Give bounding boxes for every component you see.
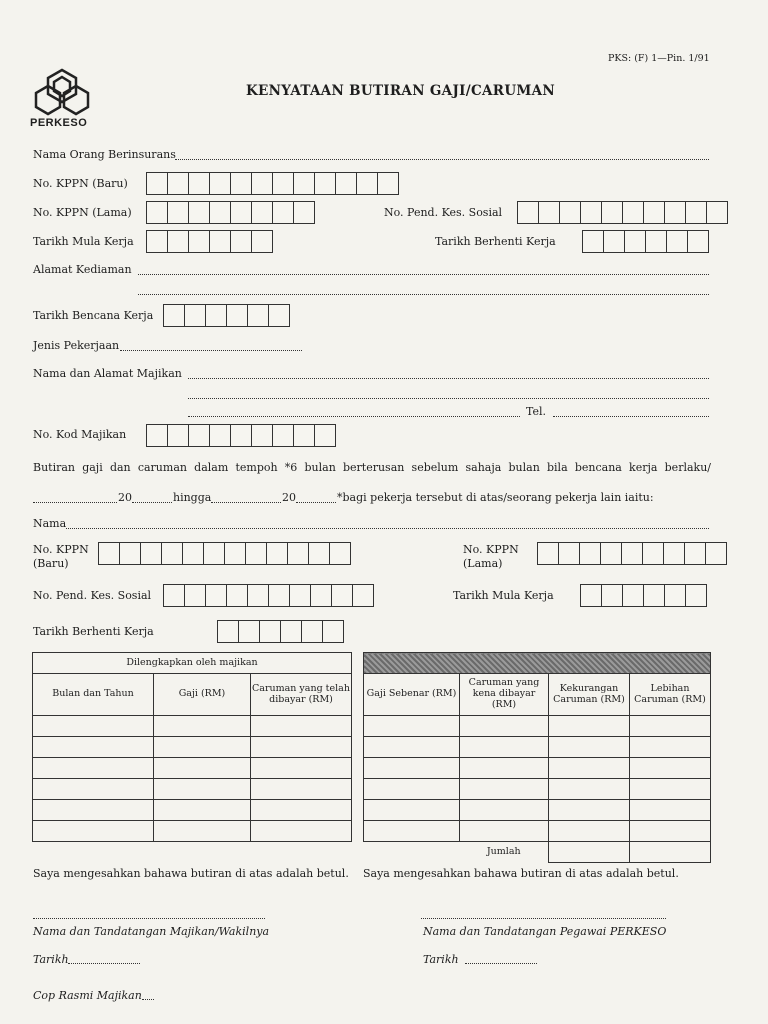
- col-gaji: Gaji (RM): [154, 674, 251, 716]
- table-row: [33, 779, 352, 800]
- majikan-line-1[interactable]: [188, 378, 709, 379]
- jumlah-kekurangan[interactable]: [549, 842, 630, 863]
- tarikh-bencana-label: Tarikh Bencana Kerja: [33, 309, 154, 322]
- cop-rasmi-field[interactable]: [142, 999, 154, 1000]
- other-nama-field[interactable]: [66, 528, 709, 529]
- other-pend-kes-label: No. Pend. Kes. Sosial: [33, 589, 152, 602]
- other-tarikh-berhenti-label: Tarikh Berhenti Kerja: [33, 625, 154, 638]
- other-kppn-baru-line1: No. KPPN: [33, 543, 89, 556]
- form-code: PKS: (F) 1—Pin. 1/91: [608, 53, 710, 64]
- col-kekurangan: Kekurangan Caruman (RM): [549, 674, 630, 716]
- jumlah-lebihan[interactable]: [630, 842, 711, 863]
- kppn-lama-boxes[interactable]: [146, 201, 315, 224]
- table-row: [364, 716, 711, 737]
- perkeso-table-shaded-header: [364, 653, 711, 674]
- tarikh-berhenti-boxes[interactable]: [582, 230, 709, 253]
- alamat-line-1[interactable]: [138, 274, 709, 275]
- col-caruman-kena-dibayar: Caruman yang kena dibayar (RM): [460, 674, 549, 716]
- tarikh-berhenti-label: Tarikh Berhenti Kerja: [435, 235, 556, 248]
- tarikh-right-label: Tarikh: [423, 953, 459, 966]
- period-start-month[interactable]: [33, 502, 117, 503]
- period-end-year[interactable]: [296, 502, 336, 503]
- col-bulan-tahun: Bulan dan Tahun: [33, 674, 154, 716]
- logo-text: PERKESO: [30, 117, 88, 129]
- other-tarikh-mula-boxes[interactable]: [580, 584, 707, 607]
- nama-majikan-label: Nama dan Alamat Majikan: [33, 367, 182, 380]
- declaration-right: Saya mengesahkan bahawa butiran di atas adalah betul.: [363, 867, 679, 880]
- table-row: [33, 800, 352, 821]
- jumlah-row: [364, 842, 711, 863]
- alamat-kediaman-label: Alamat Kediaman: [33, 263, 132, 276]
- col-caruman-dibayar: Caruman yang telah dibayar (RM): [251, 674, 352, 716]
- col-lebihan: Lebihan Caruman (RM): [630, 674, 711, 716]
- table-row: [364, 800, 711, 821]
- cop-rasmi-label: Cop Rasmi Majikan: [33, 989, 142, 1002]
- other-kppn-baru-line2: (Baru): [33, 557, 69, 570]
- period-year-1: 20: [118, 491, 132, 504]
- nama-orang-label: Nama Orang Berinsurans: [33, 148, 176, 161]
- jumlah-label: Jumlah: [460, 842, 549, 863]
- table-row: [364, 821, 711, 842]
- other-kppn-baru-label: [33, 543, 89, 571]
- employer-table: [32, 652, 352, 842]
- period-year-2: 20: [282, 491, 296, 504]
- other-kppn-lama-line2: (Lama): [463, 557, 503, 570]
- other-nama-label: Nama: [33, 517, 67, 530]
- table-row: [33, 716, 352, 737]
- table-row: [33, 821, 352, 842]
- kppn-baru-label: No. KPPN (Baru): [33, 177, 128, 190]
- kod-majikan-label: No. Kod Majikan: [33, 428, 127, 441]
- majikan-line-3[interactable]: [188, 416, 520, 417]
- period-note: *bagi pekerja tersebut di atas/seorang pekerja lain iaitu:: [337, 491, 654, 504]
- period-line-1: Butiran gaji dan caruman dalam tempoh *6 bulan berterusan sebelum sahaja bulan bila bencana kerja berlaku/: [33, 461, 711, 474]
- tel-label: Tel.: [526, 405, 547, 418]
- officer-sign-label: Nama dan Tandatangan Pegawai PERKESO: [423, 925, 667, 938]
- tarikh-mula-boxes[interactable]: [146, 230, 273, 253]
- jenis-pekerjaan-field[interactable]: [120, 350, 302, 351]
- majikan-line-2[interactable]: [188, 398, 709, 399]
- other-kppn-lama-line1: No. KPPN: [463, 543, 519, 556]
- perkeso-table: [363, 652, 711, 863]
- period-hingga: hingga: [173, 491, 212, 504]
- tarikh-bencana-boxes[interactable]: [163, 304, 290, 327]
- other-tarikh-mula-label: Tarikh Mula Kerja: [453, 589, 554, 602]
- kppn-lama-label: No. KPPN (Lama): [33, 206, 132, 219]
- table-row: [364, 779, 711, 800]
- table-row: [33, 737, 352, 758]
- table-row: [364, 737, 711, 758]
- perkeso-logo: [30, 68, 94, 120]
- tarikh-right-field[interactable]: [465, 963, 537, 964]
- jenis-pekerjaan-label: Jenis Pekerjaan: [33, 339, 120, 352]
- declaration-left: Saya mengesahkan bahawa butiran di atas adalah betul.: [33, 867, 349, 880]
- tarikh-mula-label: Tarikh Mula Kerja: [33, 235, 134, 248]
- other-kppn-lama-label: [463, 543, 519, 571]
- employer-table-caption: Dilengkapkan oleh majikan: [33, 653, 352, 674]
- other-kppn-lama-boxes[interactable]: [537, 542, 727, 565]
- other-kppn-baru-boxes[interactable]: [98, 542, 351, 565]
- officer-signature-line[interactable]: [421, 918, 666, 919]
- period-end-month[interactable]: [211, 502, 281, 503]
- pend-kes-sosial-boxes[interactable]: [517, 201, 728, 224]
- table-row: [364, 758, 711, 779]
- pend-kes-sosial-label: No. Pend. Kes. Sosial: [384, 206, 503, 219]
- employer-signature-line[interactable]: [33, 918, 265, 919]
- tel-field[interactable]: [553, 416, 709, 417]
- form-title: KENYATAAN BUTIRAN GAJI/CARUMAN: [246, 83, 556, 99]
- alamat-line-2[interactable]: [138, 294, 709, 295]
- kod-majikan-boxes[interactable]: [146, 424, 336, 447]
- col-gaji-sebenar: Gaji Sebenar (RM): [364, 674, 460, 716]
- employer-sign-label: Nama dan Tandatangan Majikan/Wakilnya: [33, 925, 270, 938]
- table-row: [33, 758, 352, 779]
- tarikh-left-field[interactable]: [68, 963, 140, 964]
- other-pend-kes-boxes[interactable]: [163, 584, 374, 607]
- nama-orang-field[interactable]: [175, 159, 709, 160]
- kppn-baru-boxes[interactable]: [146, 172, 399, 195]
- other-tarikh-berhenti-boxes[interactable]: [217, 620, 344, 643]
- period-start-year[interactable]: [132, 502, 172, 503]
- tarikh-left-label: Tarikh: [33, 953, 69, 966]
